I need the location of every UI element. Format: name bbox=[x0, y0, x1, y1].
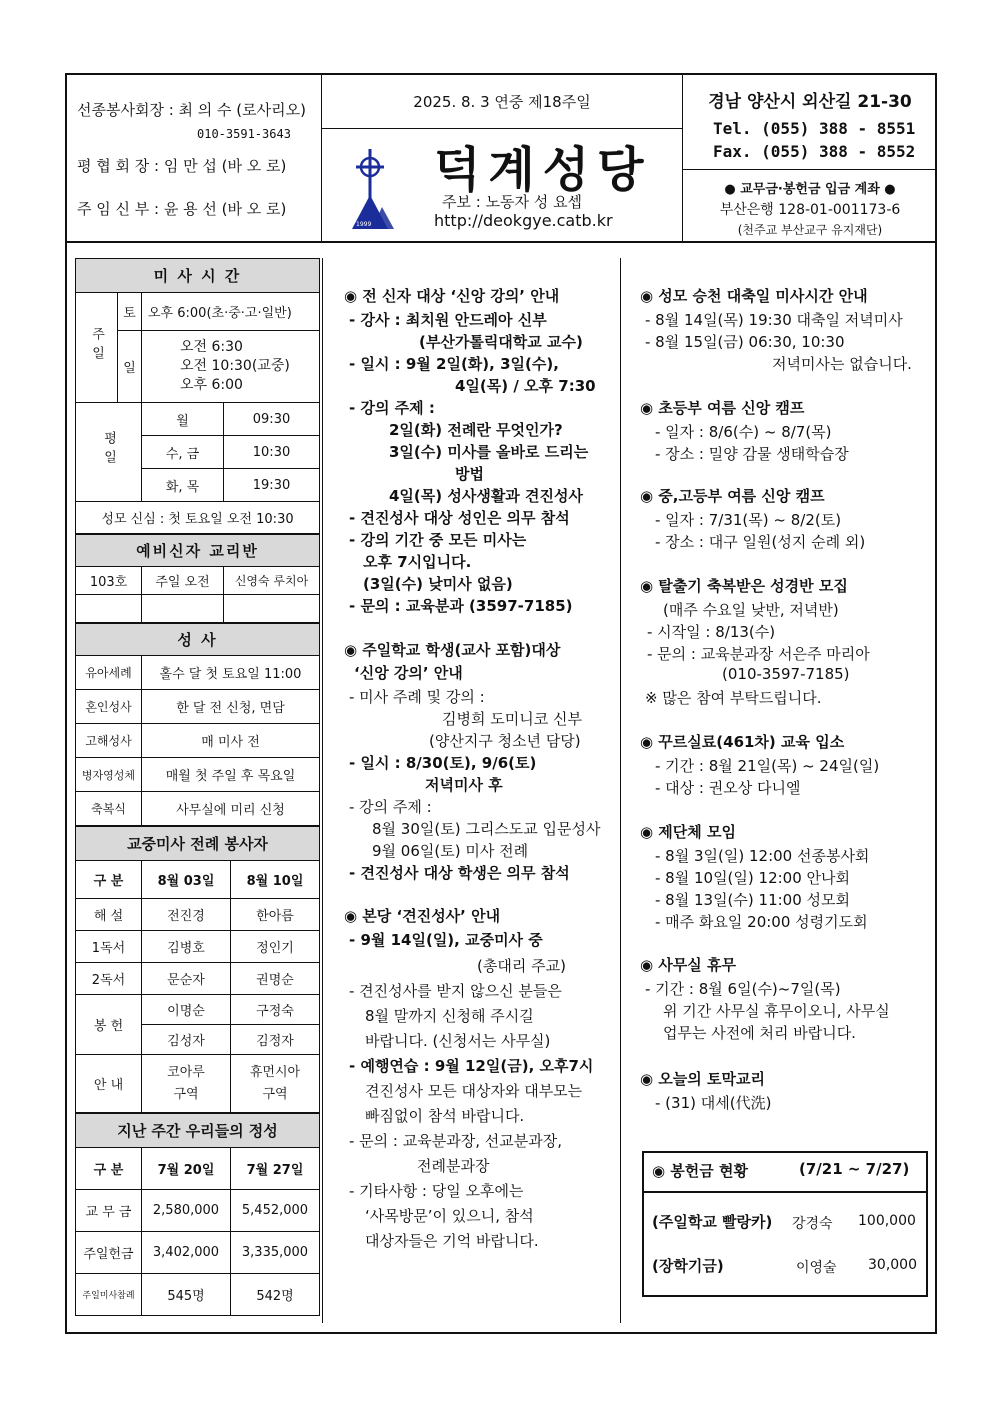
saturday-label: 토 bbox=[118, 293, 142, 331]
notice-line: (010-3597-7185) bbox=[722, 665, 850, 683]
server-name: 김정자 bbox=[231, 1025, 320, 1055]
contact-panel bbox=[682, 75, 937, 241]
account-title: ● 교무금·봉헌금 입금 계좌 ● bbox=[724, 182, 896, 197]
offerings-col-date1: 7월 20일 bbox=[142, 1148, 231, 1190]
offering-amount: 5,452,000 bbox=[231, 1190, 320, 1232]
notice-line: 8월 말까지 신청해 주시길 bbox=[365, 1007, 534, 1025]
notice-line: ※ 많은 참여 부탁드립니다. bbox=[645, 689, 822, 707]
donor-amount: 100,000 bbox=[858, 1213, 916, 1229]
weekday-day: 월 bbox=[142, 403, 224, 436]
notice-line: - 8월 13일(수) 11:00 성모회 bbox=[655, 891, 850, 909]
notice-line: 견진성사 모든 대상자와 대부모는 bbox=[365, 1082, 583, 1100]
notice-title: ◉ 사무실 휴무 bbox=[640, 956, 736, 974]
sacrament-name: 유아세례 bbox=[76, 656, 142, 690]
fax: Fax. (055) 388 - 8552 bbox=[713, 142, 916, 161]
notice-title: ◉ 성모 승천 대축일 미사시간 안내 bbox=[640, 287, 868, 305]
notice-line: - 미사 주례 및 강의 : bbox=[349, 688, 485, 706]
role-offering: 봉 헌 bbox=[76, 995, 142, 1055]
catechumen-time: 주일 오전 bbox=[142, 567, 224, 595]
notice-title: ◉ 전 신자 대상 ‘신앙 강의’ 안내 bbox=[344, 287, 560, 305]
offering-status-box bbox=[642, 1151, 928, 1297]
header bbox=[65, 73, 937, 243]
weekday-label: 평일 bbox=[76, 403, 142, 502]
offerings-table bbox=[75, 1113, 320, 1316]
notice-line: - 문의 : 교육분과장 서은주 마리아 bbox=[647, 645, 870, 663]
notice-line: - 일자 : 8/6(수) ~ 8/7(목) bbox=[655, 423, 832, 441]
bank-account: 부산은행 128-01-001173-6 bbox=[719, 202, 901, 218]
title-panel bbox=[322, 75, 682, 241]
column-divider-1 bbox=[322, 258, 323, 1323]
notice-line: - 강의 주제 : bbox=[349, 798, 432, 816]
weekday-day: 화, 목 bbox=[142, 469, 224, 502]
notice-line: - 대상 : 권오상 다니엘 bbox=[655, 779, 801, 797]
address: 경남 양산시 외산길 21-30 bbox=[708, 92, 912, 112]
notice-line: 저녁미사는 없습니다. bbox=[772, 355, 912, 373]
parish-logo-icon bbox=[350, 137, 410, 233]
notice-line: 전례분과장 bbox=[417, 1157, 490, 1175]
saturday-mass-time: 오후 6:00(초·중·고·일반) bbox=[142, 293, 320, 331]
patron-saint: 주보 : 노동자 성 요셉 bbox=[442, 193, 583, 211]
notice-line: (양산지구 청소년 담당) bbox=[429, 732, 581, 750]
servers-title: 교중미사 전례 봉사자 bbox=[76, 827, 320, 861]
notice-line: (3일(수) 낮미사 없음) bbox=[363, 575, 513, 593]
schedule-column bbox=[75, 258, 320, 1316]
servers-table bbox=[75, 826, 320, 1113]
sacrament-name: 축복식 bbox=[76, 792, 142, 826]
sacrament-desc: 홀수 달 첫 토요일 11:00 bbox=[142, 656, 320, 690]
catechumen-title: 예비신자 교리반 bbox=[76, 535, 320, 567]
notice-line: 바랍니다. (신청서는 사무실) bbox=[365, 1032, 551, 1050]
weekday-time: 10:30 bbox=[224, 436, 320, 469]
donor-amount: 30,000 bbox=[868, 1257, 917, 1273]
notice-title: ◉ 주일학교 학생(교사 포함)대상 bbox=[344, 641, 561, 659]
contact-divider bbox=[683, 169, 937, 170]
server-name: 전진경 bbox=[142, 899, 231, 931]
notice-line: 김병희 도미니코 신부 bbox=[442, 710, 582, 728]
notice-line: - (31) 대세(代洗) bbox=[655, 1094, 772, 1112]
notice-line: 9월 06일(토) 미사 전례 bbox=[372, 842, 529, 860]
server-name: 정인기 bbox=[231, 931, 320, 963]
notice-title: ◉ 탈출기 축복받은 성경반 모집 bbox=[640, 577, 848, 595]
notice-line: (부산가톨릭대학교 교수) bbox=[419, 333, 583, 351]
role-reader2: 2독서 bbox=[76, 963, 142, 995]
offering-type: 교 무 금 bbox=[76, 1190, 142, 1232]
notice-line: 4일(목) 성사생활과 견진성사 bbox=[389, 487, 583, 505]
leader-1-phone: 010-3591-3643 bbox=[197, 127, 291, 141]
catechumen-room: 103호 bbox=[76, 567, 142, 595]
notice-line: 3일(수) 미사를 올바로 드리는 bbox=[389, 443, 589, 461]
notice-line: - 일시 : 9월 2일(화), 3일(수), bbox=[349, 355, 559, 373]
notice-line: - 견진성사 대상 성인은 의무 참석 bbox=[349, 509, 570, 527]
offering-amount: 2,580,000 bbox=[142, 1190, 231, 1232]
notice-line: 빠짐없이 참석 바랍니다. bbox=[365, 1107, 525, 1125]
weekday-time: 19:30 bbox=[224, 469, 320, 502]
role-reader1: 1독서 bbox=[76, 931, 142, 963]
offerings-title: 지난 주간 우리들의 정성 bbox=[76, 1114, 320, 1148]
notice-line: - 예행연습 : 9월 12일(금), 오후7시 bbox=[349, 1057, 594, 1075]
offering-type: 주일헌금 bbox=[76, 1232, 142, 1274]
leader-1: 선종봉사회장 : 최 의 수 (로사리오) bbox=[77, 101, 306, 119]
sacrament-name: 병자영성체 bbox=[76, 758, 142, 792]
notice-line: 4일(목) / 오후 7:30 bbox=[455, 377, 596, 395]
offerings-col-label: 구 분 bbox=[76, 1148, 142, 1190]
catechumen-table bbox=[75, 534, 320, 623]
account-holder: (천주교 부산교구 유지재단) bbox=[737, 223, 883, 237]
notice-line: 대상자들은 기억 바랍니다. bbox=[365, 1232, 539, 1250]
leaders-panel bbox=[67, 75, 322, 241]
offering-category: (장학기금) bbox=[652, 1257, 724, 1275]
notice-line: - 견진성사 대상 학생은 의무 참석 bbox=[349, 864, 570, 882]
sacraments-title: 성 사 bbox=[76, 624, 320, 656]
server-name: 한아름 bbox=[231, 899, 320, 931]
servers-col-date1: 8월 03일 bbox=[142, 861, 231, 899]
sunday-day-label: 일 bbox=[118, 331, 142, 403]
date-line: 2025. 8. 3 연중 제18주일 bbox=[322, 75, 682, 129]
telephone: Tel. (055) 388 - 8551 bbox=[713, 119, 916, 138]
sacraments-table bbox=[75, 623, 320, 826]
notice-line: - 강의 주제 : bbox=[349, 399, 435, 417]
sacrament-desc: 매월 첫 주일 후 목요일 bbox=[142, 758, 320, 792]
notice-line: (매주 수요일 낮반, 저녁반) bbox=[663, 601, 839, 619]
notice-line: - 일자 : 7/31(목) ~ 8/2(토) bbox=[655, 511, 842, 529]
notice-line: - 강의 기간 중 모든 미사는 bbox=[349, 531, 527, 549]
parish-title: 덕계성당 bbox=[434, 142, 652, 198]
notice-title: ◉ 본당 ‘견진성사’ 안내 bbox=[344, 907, 501, 925]
notice-line: - 9월 14일(일), 교중미사 중 bbox=[349, 931, 543, 949]
offering-amount: 542명 bbox=[231, 1274, 320, 1316]
sacrament-name: 고해성사 bbox=[76, 724, 142, 758]
notice-line: ‘사목방문’이 있으니, 참석 bbox=[365, 1207, 534, 1225]
leader-2: 평 협 회 장 : 임 만 섭 (바 오 로) bbox=[77, 157, 287, 175]
servers-col-date2: 8월 10일 bbox=[231, 861, 320, 899]
notice-line: 위 기간 사무실 휴무이오니, 사무실 bbox=[663, 1002, 890, 1020]
notice-line: - 기간 : 8월 21일(목) ~ 24일(일) bbox=[655, 757, 880, 775]
server-name: 김성자 bbox=[142, 1025, 231, 1055]
notice-line: - 견진성사를 받지 않으신 분들은 bbox=[349, 982, 562, 1000]
notice-title: ◉ 중,고등부 여름 신앙 캠프 bbox=[640, 487, 825, 505]
leader-3: 주 임 신 부 : 윤 용 선 (바 오 로) bbox=[77, 200, 287, 218]
notice-line: - 문의 : 교육분과 (3597-7185) bbox=[349, 597, 573, 615]
offering-amount: 3,402,000 bbox=[142, 1232, 231, 1274]
parish-url[interactable]: http://deokgye.catb.kr bbox=[434, 211, 613, 230]
server-name: 문순자 bbox=[142, 963, 231, 995]
notice-line: 8월 30일(토) 그리스도교 입문성사 bbox=[372, 820, 601, 838]
notice-line: - 매주 화요일 20:00 성령기도회 bbox=[655, 913, 868, 931]
guide-district-a: 코아루 구역 bbox=[142, 1055, 231, 1113]
notice-line: - 8월 10일(일) 12:00 안나회 bbox=[655, 869, 850, 887]
sacrament-desc: 매 미사 전 bbox=[142, 724, 320, 758]
offering-type: 주일미사참례 bbox=[76, 1274, 142, 1316]
sacrament-desc: 한 달 전 신청, 면담 bbox=[142, 690, 320, 724]
notice-line: 오후 7시입니다. bbox=[363, 553, 472, 571]
sunday-mass-times: 오전 6:30 오전 10:30(교중) 오후 6:00 bbox=[142, 331, 320, 403]
notice-title: ◉ 꾸르실료(461차) 교육 입소 bbox=[640, 733, 845, 751]
weekday-day: 수, 금 bbox=[142, 436, 224, 469]
body bbox=[65, 243, 937, 1334]
logo-year: 1999 bbox=[356, 221, 372, 228]
offering-category: (주일학교 빨랑카) bbox=[652, 1213, 773, 1231]
sacrament-name: 혼인성사 bbox=[76, 690, 142, 724]
mass-times-title: 미 사 시 간 bbox=[76, 259, 320, 293]
notice-line: (총대리 주교) bbox=[477, 957, 566, 975]
notice-line: - 8월 3일(일) 12:00 선종봉사회 bbox=[655, 847, 870, 865]
notice-line: 저녁미사 후 bbox=[425, 776, 503, 794]
notice-line: - 8월 14일(목) 19:30 대축일 저녁미사 bbox=[645, 311, 903, 329]
notice-title: ‘신앙 강의’ 안내 bbox=[354, 664, 463, 682]
servers-col-label: 구 분 bbox=[76, 861, 142, 899]
column-divider-2 bbox=[620, 258, 621, 1323]
catechumen-teacher: 신영숙 루치아 bbox=[224, 567, 320, 595]
offering-amount: 3,335,000 bbox=[231, 1232, 320, 1274]
notice-line: - 시작일 : 8/13(수) bbox=[647, 623, 776, 641]
guide-district-b: 휴먼시아 구역 bbox=[231, 1055, 320, 1113]
role-commentary: 해 설 bbox=[76, 899, 142, 931]
donor-name: 이영술 bbox=[796, 1260, 837, 1276]
notice-line: 방법 bbox=[455, 465, 484, 483]
notice-title: ◉ 제단체 모임 bbox=[640, 823, 736, 841]
notice-line: - 강사 : 최치원 안드레아 신부 bbox=[349, 311, 547, 329]
notice-line: - 기간 : 8월 6일(수)~7일(목) bbox=[645, 980, 841, 998]
notice-title: ◉ 초등부 여름 신앙 캠프 bbox=[640, 399, 805, 417]
holy-hour: 성모 신심 : 첫 토요일 오전 10:30 bbox=[76, 502, 320, 534]
mass-times-table bbox=[75, 258, 320, 534]
notice-line: - 일시 : 8/30(토), 9/6(토) bbox=[349, 754, 537, 772]
role-guide: 안 내 bbox=[76, 1055, 142, 1113]
server-name: 이명순 bbox=[142, 995, 231, 1025]
notice-line: - 8월 15일(금) 06:30, 10:30 bbox=[645, 333, 845, 351]
offering-status-period: (7/21 ~ 7/27) bbox=[799, 1160, 910, 1178]
notice-line: - 장소 : 밀양 감물 생태학습장 bbox=[655, 445, 849, 463]
sunday-label: 주일 bbox=[76, 293, 118, 403]
notice-line: - 장소 : 대구 일원(성지 순례 외) bbox=[655, 533, 866, 551]
notice-line: - 문의 : 교육분과장, 선교분과장, bbox=[349, 1132, 562, 1150]
offering-status-divider bbox=[644, 1191, 926, 1193]
notice-title: ◉ 오늘의 토막교리 bbox=[640, 1070, 765, 1088]
sacrament-desc: 사무실에 미리 신청 bbox=[142, 792, 320, 826]
notice-line: 2일(화) 전례란 무엇인가? bbox=[389, 421, 563, 439]
weekday-time: 09:30 bbox=[224, 403, 320, 436]
donor-name: 강경숙 bbox=[792, 1216, 833, 1232]
server-name: 권명순 bbox=[231, 963, 320, 995]
offering-amount: 545명 bbox=[142, 1274, 231, 1316]
server-name: 구정숙 bbox=[231, 995, 320, 1025]
server-name: 김병호 bbox=[142, 931, 231, 963]
notice-line: - 기타사항 : 당일 오후에는 bbox=[349, 1182, 524, 1200]
notice-line: 업무는 사전에 처리 바랍니다. bbox=[663, 1024, 856, 1042]
offering-status-title: ◉ 봉헌금 현황 bbox=[652, 1162, 748, 1180]
offerings-col-date2: 7월 27일 bbox=[231, 1148, 320, 1190]
